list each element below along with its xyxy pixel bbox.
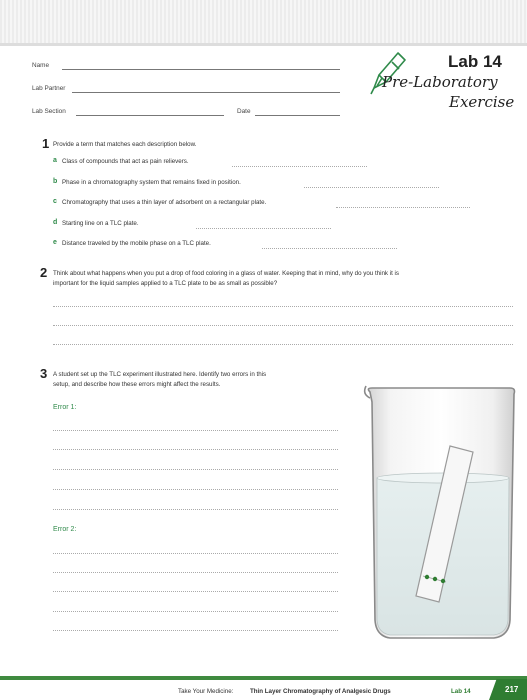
q1-item-a-text: Class of compounds that act as pain relievers. bbox=[62, 158, 189, 165]
date-field[interactable] bbox=[255, 115, 340, 116]
q1-item-a-letter: a bbox=[53, 157, 57, 164]
footer-title: Thin Layer Chromatography of Analgesic Drugs bbox=[250, 688, 391, 695]
footer-lab: Lab 14 bbox=[451, 688, 471, 695]
error-2-answer-line[interactable] bbox=[53, 630, 338, 631]
question-2-line-2: important for the liquid samples applied to a TLC plate to be as small as possible? bbox=[53, 280, 278, 287]
q1-item-e-answer[interactable] bbox=[262, 248, 397, 249]
error-2-label: Error 2: bbox=[53, 526, 77, 533]
date-label: Date bbox=[237, 108, 251, 115]
footer-rule bbox=[0, 676, 527, 680]
question-2-number: 2 bbox=[40, 265, 48, 280]
lab-section-label: Lab Section bbox=[32, 108, 66, 115]
question-3-number: 3 bbox=[40, 366, 48, 381]
q1-item-e-text: Distance traveled by the mobile phase on a TLC plate. bbox=[62, 240, 211, 247]
q1-item-b-answer[interactable] bbox=[304, 187, 439, 188]
question-1-number: 1 bbox=[42, 136, 50, 151]
exercise-title: Exercise bbox=[449, 93, 515, 111]
error-2-answer-line[interactable] bbox=[53, 572, 338, 573]
q1-item-c-text: Chromatography that uses a thin layer of adsorbent on a rectangular plate. bbox=[62, 199, 267, 206]
q2-answer-line[interactable] bbox=[53, 344, 513, 345]
q1-item-d-text: Starting line on a TLC plate. bbox=[62, 220, 139, 227]
q1-item-e-letter: e bbox=[53, 239, 57, 246]
error-2-answer-line[interactable] bbox=[53, 553, 338, 554]
pre-laboratory-title: Pre-Laboratory bbox=[382, 73, 498, 91]
q2-answer-line[interactable] bbox=[53, 306, 513, 307]
error-1-answer-line[interactable] bbox=[53, 449, 338, 450]
error-2-answer-line[interactable] bbox=[53, 611, 338, 612]
q1-item-d-letter: d bbox=[53, 219, 58, 226]
lab-partner-field[interactable] bbox=[72, 92, 340, 93]
name-label: Name bbox=[32, 62, 50, 69]
question-2-line-1: Think about what happens when you put a drop of food coloring in a glass of water. Keeping that in mind, why do you think it is bbox=[53, 270, 400, 277]
q1-item-b-text: Phase in a chromatography system that remains fixed in position. bbox=[62, 179, 241, 186]
question-1-prompt: Provide a term that matches each description below. bbox=[53, 141, 197, 148]
error-2-answer-line[interactable] bbox=[53, 591, 338, 592]
q1-item-b-letter: b bbox=[53, 178, 58, 185]
error-1-answer-line[interactable] bbox=[53, 509, 338, 510]
q1-item-d-answer[interactable] bbox=[196, 228, 331, 229]
lab-section-field[interactable] bbox=[76, 115, 224, 116]
q1-item-a-answer[interactable] bbox=[232, 166, 367, 167]
q2-answer-line[interactable] bbox=[53, 325, 513, 326]
lab-partner-label: Lab Partner bbox=[32, 85, 66, 92]
error-1-answer-line[interactable] bbox=[53, 489, 338, 490]
error-1-label: Error 1: bbox=[53, 404, 77, 411]
question-3-line-1: A student set up the TLC experiment illustrated here. Identify two errors in this bbox=[53, 371, 267, 378]
name-field[interactable] bbox=[62, 69, 340, 70]
question-3-line-2: setup, and describe how these errors might affect the results. bbox=[53, 381, 221, 388]
q1-item-c-letter: c bbox=[53, 198, 57, 205]
page-number: 217 bbox=[505, 685, 519, 694]
error-1-answer-line[interactable] bbox=[53, 469, 338, 470]
error-1-answer-line[interactable] bbox=[53, 430, 338, 431]
footer-prefix: Take Your Medicine: bbox=[178, 688, 234, 695]
top-band bbox=[0, 0, 527, 46]
q1-item-c-answer[interactable] bbox=[336, 207, 470, 208]
tlc-beaker-illustration bbox=[360, 380, 520, 642]
lab-number-title: Lab 14 bbox=[448, 52, 502, 71]
